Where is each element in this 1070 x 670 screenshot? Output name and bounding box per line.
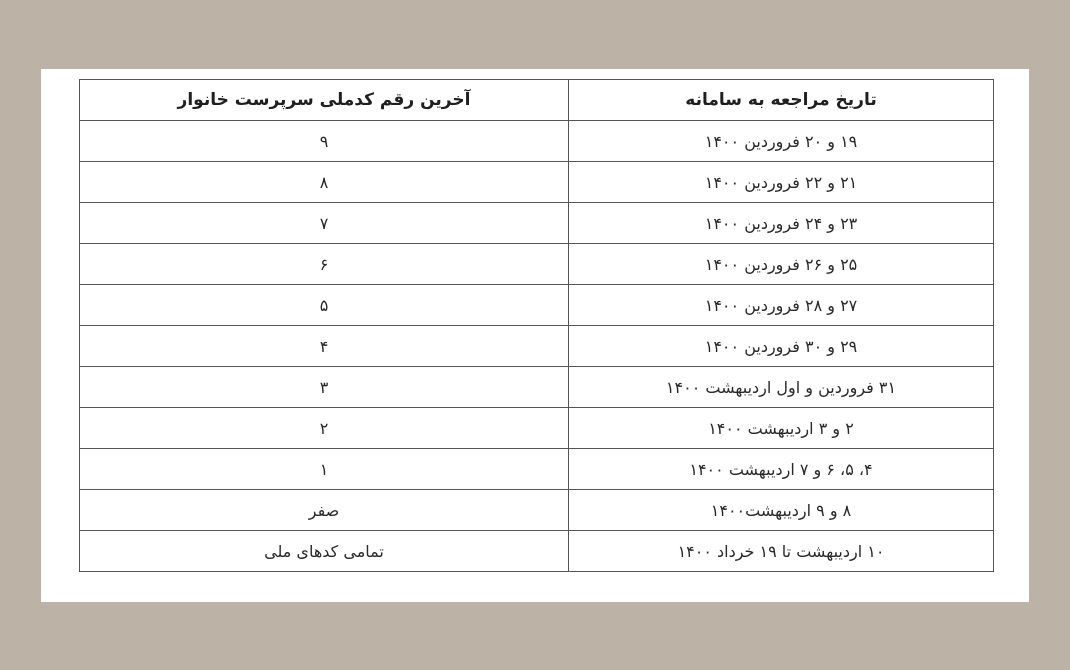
table-row	[80, 326, 994, 367]
table-row	[80, 162, 994, 203]
table-row	[80, 408, 994, 449]
table-row	[80, 203, 994, 244]
digit-cell: ۸	[80, 162, 569, 203]
digit-cell: تمامی کدهای ملی	[80, 531, 569, 572]
digit-cell: ۲	[80, 408, 569, 449]
table-row	[80, 490, 994, 531]
content-card	[41, 69, 1029, 602]
date-cell: ۱۹ و ۲۰ فروردین ۱۴۰۰	[569, 121, 994, 162]
table-row	[80, 285, 994, 326]
digit-cell: ۵	[80, 285, 569, 326]
digit-cell: ۴	[80, 326, 569, 367]
table-header-row	[80, 80, 994, 121]
digit-cell: ۳	[80, 367, 569, 408]
table-row	[80, 531, 994, 572]
table-row	[80, 367, 994, 408]
digit-cell: ۶	[80, 244, 569, 285]
date-cell: ۲۵ و ۲۶ فروردین ۱۴۰۰	[569, 244, 994, 285]
date-cell: ۴، ۵، ۶ و ۷ اردیبهشت ۱۴۰۰	[569, 449, 994, 490]
schedule-table	[79, 79, 994, 572]
date-cell: ۲۱ و ۲۲ فروردین ۱۴۰۰	[569, 162, 994, 203]
digit-cell: صفر	[80, 490, 569, 531]
date-cell: ۳۱ فروردین و اول اردیبهشت ۱۴۰۰	[569, 367, 994, 408]
header-date: تاریخ مراجعه به سامانه	[569, 80, 994, 121]
date-cell: ۲۷ و ۲۸ فروردین ۱۴۰۰	[569, 285, 994, 326]
header-national-code-digit: آخرین رقم کدملی سرپرست خانوار	[80, 80, 569, 121]
date-cell: ۱۰ اردیبهشت تا ۱۹ خرداد ۱۴۰۰	[569, 531, 994, 572]
date-cell: ۲۳ و ۲۴ فروردین ۱۴۰۰	[569, 203, 994, 244]
table-row	[80, 244, 994, 285]
digit-cell: ۱	[80, 449, 569, 490]
date-cell: ۸ و ۹ اردیبهشت۱۴۰۰	[569, 490, 994, 531]
date-cell: ۲ و ۳ اردیبهشت ۱۴۰۰	[569, 408, 994, 449]
table-row	[80, 121, 994, 162]
date-cell: ۲۹ و ۳۰ فروردین ۱۴۰۰	[569, 326, 994, 367]
digit-cell: ۹	[80, 121, 569, 162]
table-row	[80, 449, 994, 490]
digit-cell: ۷	[80, 203, 569, 244]
